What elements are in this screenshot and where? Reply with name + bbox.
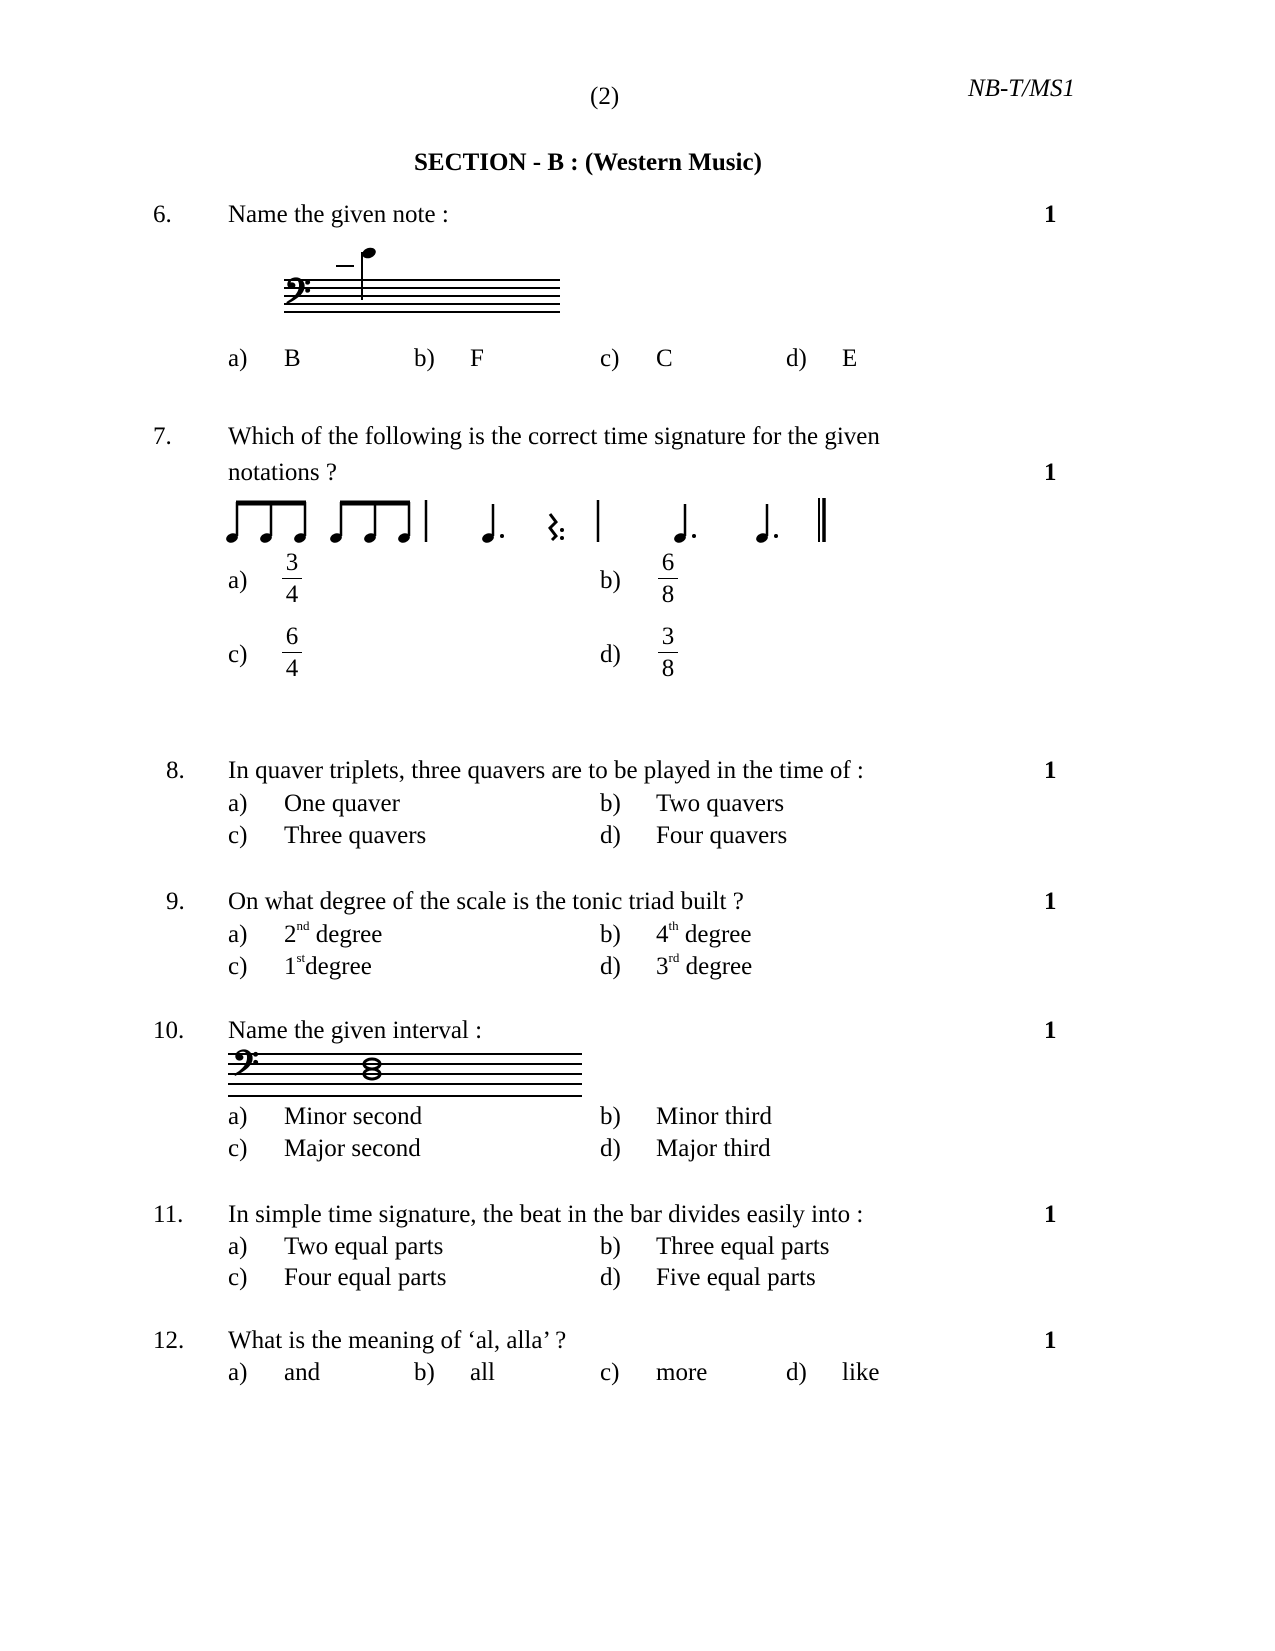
option-text xyxy=(284,950,372,980)
option-letter: c) xyxy=(600,1359,620,1386)
option-letter: d) xyxy=(786,1359,807,1386)
option-letter: c) xyxy=(600,345,620,372)
fraction-numerator: 6 xyxy=(661,549,675,576)
option-text: One quaver xyxy=(284,790,400,817)
question-number: 9. xyxy=(166,888,185,915)
option-text: Two equal parts xyxy=(284,1233,444,1260)
fraction-numerator: 3 xyxy=(661,623,675,650)
option-letter: a) xyxy=(228,567,248,594)
option-text xyxy=(284,918,383,948)
option-text: Minor second xyxy=(284,1103,423,1130)
bass-clef-staff-note xyxy=(280,244,570,324)
option-text: Three equal parts xyxy=(656,1233,830,1260)
section-title: SECTION - B : (Western Music) xyxy=(414,149,762,176)
option-text: Two quavers xyxy=(656,790,785,817)
option-text: like xyxy=(842,1359,880,1386)
question-marks: 1 xyxy=(1044,201,1057,228)
ordinal-suffix: st xyxy=(296,950,306,965)
fraction-bar xyxy=(282,652,302,653)
question-text-line-2: notations ? xyxy=(228,459,338,486)
ordinal-suffix: th xyxy=(668,918,679,933)
question-marks: 1 xyxy=(1044,1017,1057,1044)
question-marks: 1 xyxy=(1044,888,1057,915)
option-text: Major third xyxy=(656,1135,771,1162)
question-number: 12. xyxy=(153,1327,185,1354)
fraction-denominator: 4 xyxy=(285,655,299,682)
fraction-bar xyxy=(658,578,678,579)
question-number: 8. xyxy=(166,757,185,784)
option-letter: a) xyxy=(228,1233,248,1260)
fraction-bar xyxy=(658,652,678,653)
question-marks: 1 xyxy=(1044,1327,1057,1354)
option-text: more xyxy=(656,1359,708,1386)
option-text: Major second xyxy=(284,1135,421,1162)
option-letter: b) xyxy=(600,1103,621,1130)
question-text: Name the given note : xyxy=(228,201,449,228)
option-letter: b) xyxy=(600,567,621,594)
option-letter: c) xyxy=(228,822,248,849)
degree-number: 4 xyxy=(656,921,669,948)
option-text: Four equal parts xyxy=(284,1264,447,1291)
option-text: B xyxy=(284,345,301,372)
question-marks: 1 xyxy=(1044,1201,1057,1228)
option-text: Four quavers xyxy=(656,822,788,849)
option-text: C xyxy=(656,345,673,372)
option-text: E xyxy=(842,345,858,372)
option-letter: c) xyxy=(228,953,248,980)
question-text-line-1: Which of the following is the correct time signature for the given xyxy=(228,423,880,450)
degree-number: 3 xyxy=(656,953,669,980)
question-text: What is the meaning of ‘al, alla’ ? xyxy=(228,1327,567,1354)
paper-code: NB-T/MS1 xyxy=(968,75,1075,102)
rhythm-notation xyxy=(224,496,864,566)
option-letter: b) xyxy=(600,921,621,948)
option-letter: b) xyxy=(600,1233,621,1260)
time-signature-fraction xyxy=(656,550,680,607)
question-marks: 1 xyxy=(1044,757,1057,784)
option-text: and xyxy=(284,1359,321,1386)
question-text: On what degree of the scale is the tonic triad built ? xyxy=(228,888,744,915)
option-letter: a) xyxy=(228,1103,248,1130)
fraction-denominator: 8 xyxy=(661,655,675,682)
degree-word: degree xyxy=(679,953,753,980)
question-text: In simple time signature, the beat in the bar divides easily into : xyxy=(228,1201,864,1228)
degree-word: degree xyxy=(678,921,752,948)
time-signature-fraction xyxy=(280,624,304,681)
question-number: 10. xyxy=(153,1017,185,1044)
option-letter: d) xyxy=(600,1135,621,1162)
option-letter: a) xyxy=(228,790,248,817)
option-letter: b) xyxy=(600,790,621,817)
option-letter: d) xyxy=(600,641,621,668)
option-letter: a) xyxy=(228,1359,248,1386)
option-letter: c) xyxy=(228,641,248,668)
degree-word: degree xyxy=(305,953,372,980)
time-signature-fraction xyxy=(656,624,680,681)
fraction-denominator: 8 xyxy=(661,581,675,608)
svg-text:𝄢: 𝄢 xyxy=(232,1043,260,1092)
option-letter: a) xyxy=(228,921,248,948)
option-letter: a) xyxy=(228,345,248,372)
option-text: Three quavers xyxy=(284,822,427,849)
option-text: Five equal parts xyxy=(656,1264,816,1291)
option-letter: d) xyxy=(786,345,807,372)
option-letter: b) xyxy=(414,345,435,372)
option-letter: d) xyxy=(600,822,621,849)
option-text: Minor third xyxy=(656,1103,772,1130)
fraction-bar xyxy=(282,578,302,579)
option-text: all xyxy=(470,1359,495,1386)
option-letter: d) xyxy=(600,953,621,980)
degree-word: degree xyxy=(309,921,383,948)
option-letter: d) xyxy=(600,1264,621,1291)
question-marks: 1 xyxy=(1044,459,1057,486)
option-letter: c) xyxy=(228,1135,248,1162)
ordinal-suffix: rd xyxy=(668,950,680,965)
degree-number: 1 xyxy=(284,953,297,980)
time-signature-fraction xyxy=(280,550,304,607)
option-text: F xyxy=(470,345,484,372)
question-text: Name the given interval : xyxy=(228,1017,483,1044)
option-text xyxy=(656,918,752,948)
svg-text:𝄢: 𝄢 xyxy=(284,271,312,320)
page-number: (2) xyxy=(590,83,620,110)
ordinal-suffix: nd xyxy=(296,918,310,933)
fraction-numerator: 6 xyxy=(285,623,299,650)
question-number: 6. xyxy=(153,201,172,228)
fraction-numerator: 3 xyxy=(285,549,299,576)
bass-clef-staff-interval xyxy=(226,1043,586,1106)
option-letter: c) xyxy=(228,1264,248,1291)
fraction-denominator: 4 xyxy=(285,581,299,608)
question-text: In quaver triplets, three quavers are to be played in the time of : xyxy=(228,757,864,784)
option-text xyxy=(656,950,753,980)
question-number: 7. xyxy=(153,423,172,450)
question-number: 11. xyxy=(153,1201,184,1228)
option-letter: b) xyxy=(414,1359,435,1386)
degree-number: 2 xyxy=(284,921,297,948)
